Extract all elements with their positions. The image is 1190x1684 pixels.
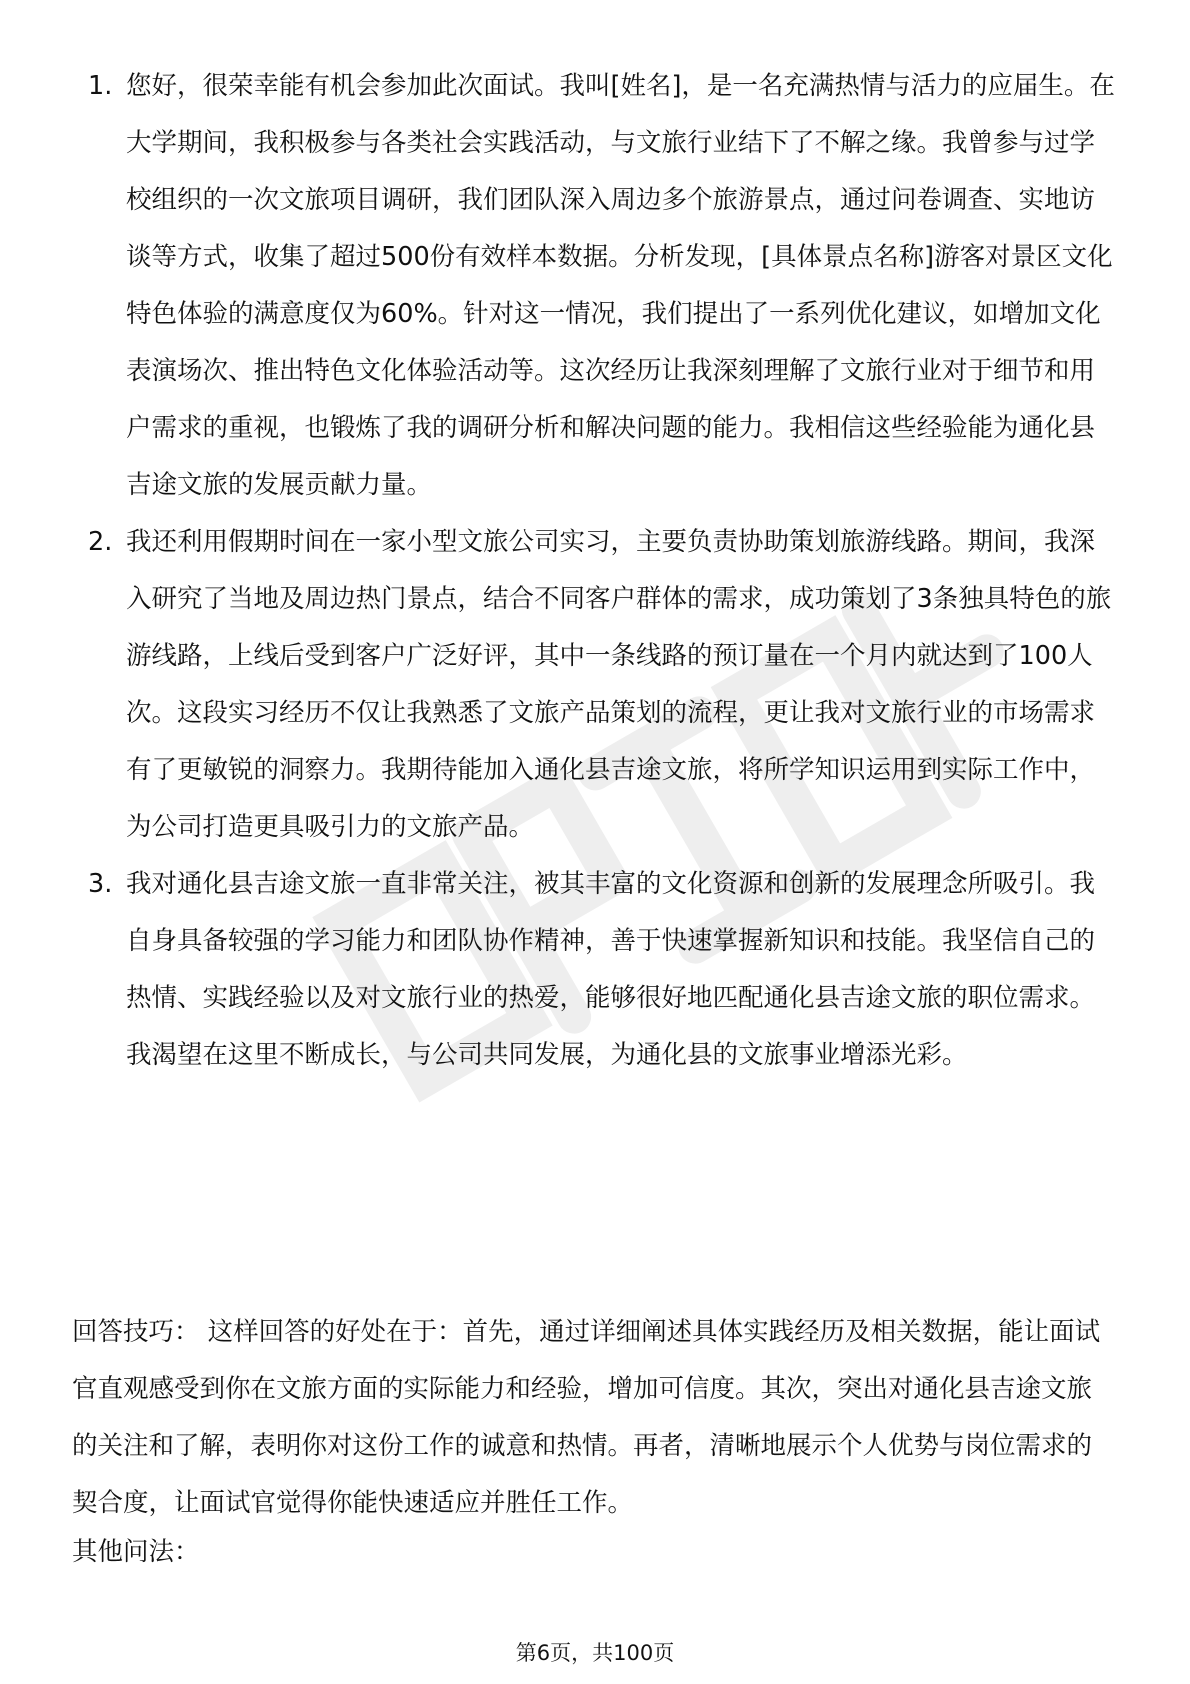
list-item: [80, 856, 1120, 1084]
list-item-text: 您好，很荣幸能有机会参加此次面试。我叫[姓名]，是一名充满热情与活力的应届生。在大学期间，我积极参与各类社会实践活动，与文旅行业结下了不解之缘。我曾参与过学校组织的一次文旅项目调研，我们团队深入周边多个旅游景点，通过问卷调查、实地访谈等方式，收集了超过500份有效样本数据。分析发现，[具体景点名称]游客对景区文化特色体验的满意度仅为60%。针对这一情况，我们提出了一系列优化建议，如增加文化表演场次、推出特色文化体验活动等。这次经历让我深刻理解了文旅行业对于细节和用户需求的重视，也锻炼了我的调研分析和解决问题的能力。我相信这些经验能为通化县吉途文旅的发展贡献力量。: [126, 71, 1115, 500]
list-item-text: 我还利用假期时间在一家小型文旅公司实习，主要负责协助策划旅游线路。期间，我深入研究了当地及周边热门景点，结合不同客户群体的需求，成功策划了3条独具特色的旅游线路，上线后受到客户广泛好评，其中一条线路的预订量在一个月内就达到了100人次。这段实习经历不仅让我熟悉了文旅产品策划的流程，更让我对文旅行业的市场需求有了更敏锐的洞察力。我期待能加入通化县吉途文旅，将所学知识运用到实际工作中，为公司打造更具吸引力的文旅产品。: [126, 527, 1112, 842]
answer-tips: 回答技巧： 这样回答的好处在于：首先，通过详细阐述具体实践经历及相关数据，能让面试官直观感受到你在文旅方面的实际能力和经验，增加可信度。其次，突出对通化县吉途文旅的关注和了解，表明你对这份工作的诚意和热情。再者，清晰地展示个人优势与岗位需求的契合度，让面试官觉得你能快速适应并胜任工作。: [72, 1317, 1101, 1518]
list-number: 3.: [88, 869, 113, 899]
list-item: [80, 58, 1120, 514]
list-item-text: 我对通化县吉途文旅一直非常关注，被其丰富的文化资源和创新的发展理念所吸引。我自身具备较强的学习能力和团队协作精神，善于快速掌握新知识和技能。我坚信自己的热情、实践经验以及对文旅行业的热爱，能够很好地匹配通化县吉途文旅的职位需求。我渴望在这里不断成长，与公司共同发展，为通化县的文旅事业增添光彩。: [126, 869, 1096, 1070]
page-footer: 第6页，共100页: [515, 1641, 675, 1665]
list-item: [80, 514, 1120, 856]
list-number: 1.: [88, 71, 113, 101]
answer-list: [80, 58, 1120, 1084]
other-questions-label: 其他问法：: [72, 1537, 200, 1567]
list-number: 2.: [88, 527, 113, 557]
